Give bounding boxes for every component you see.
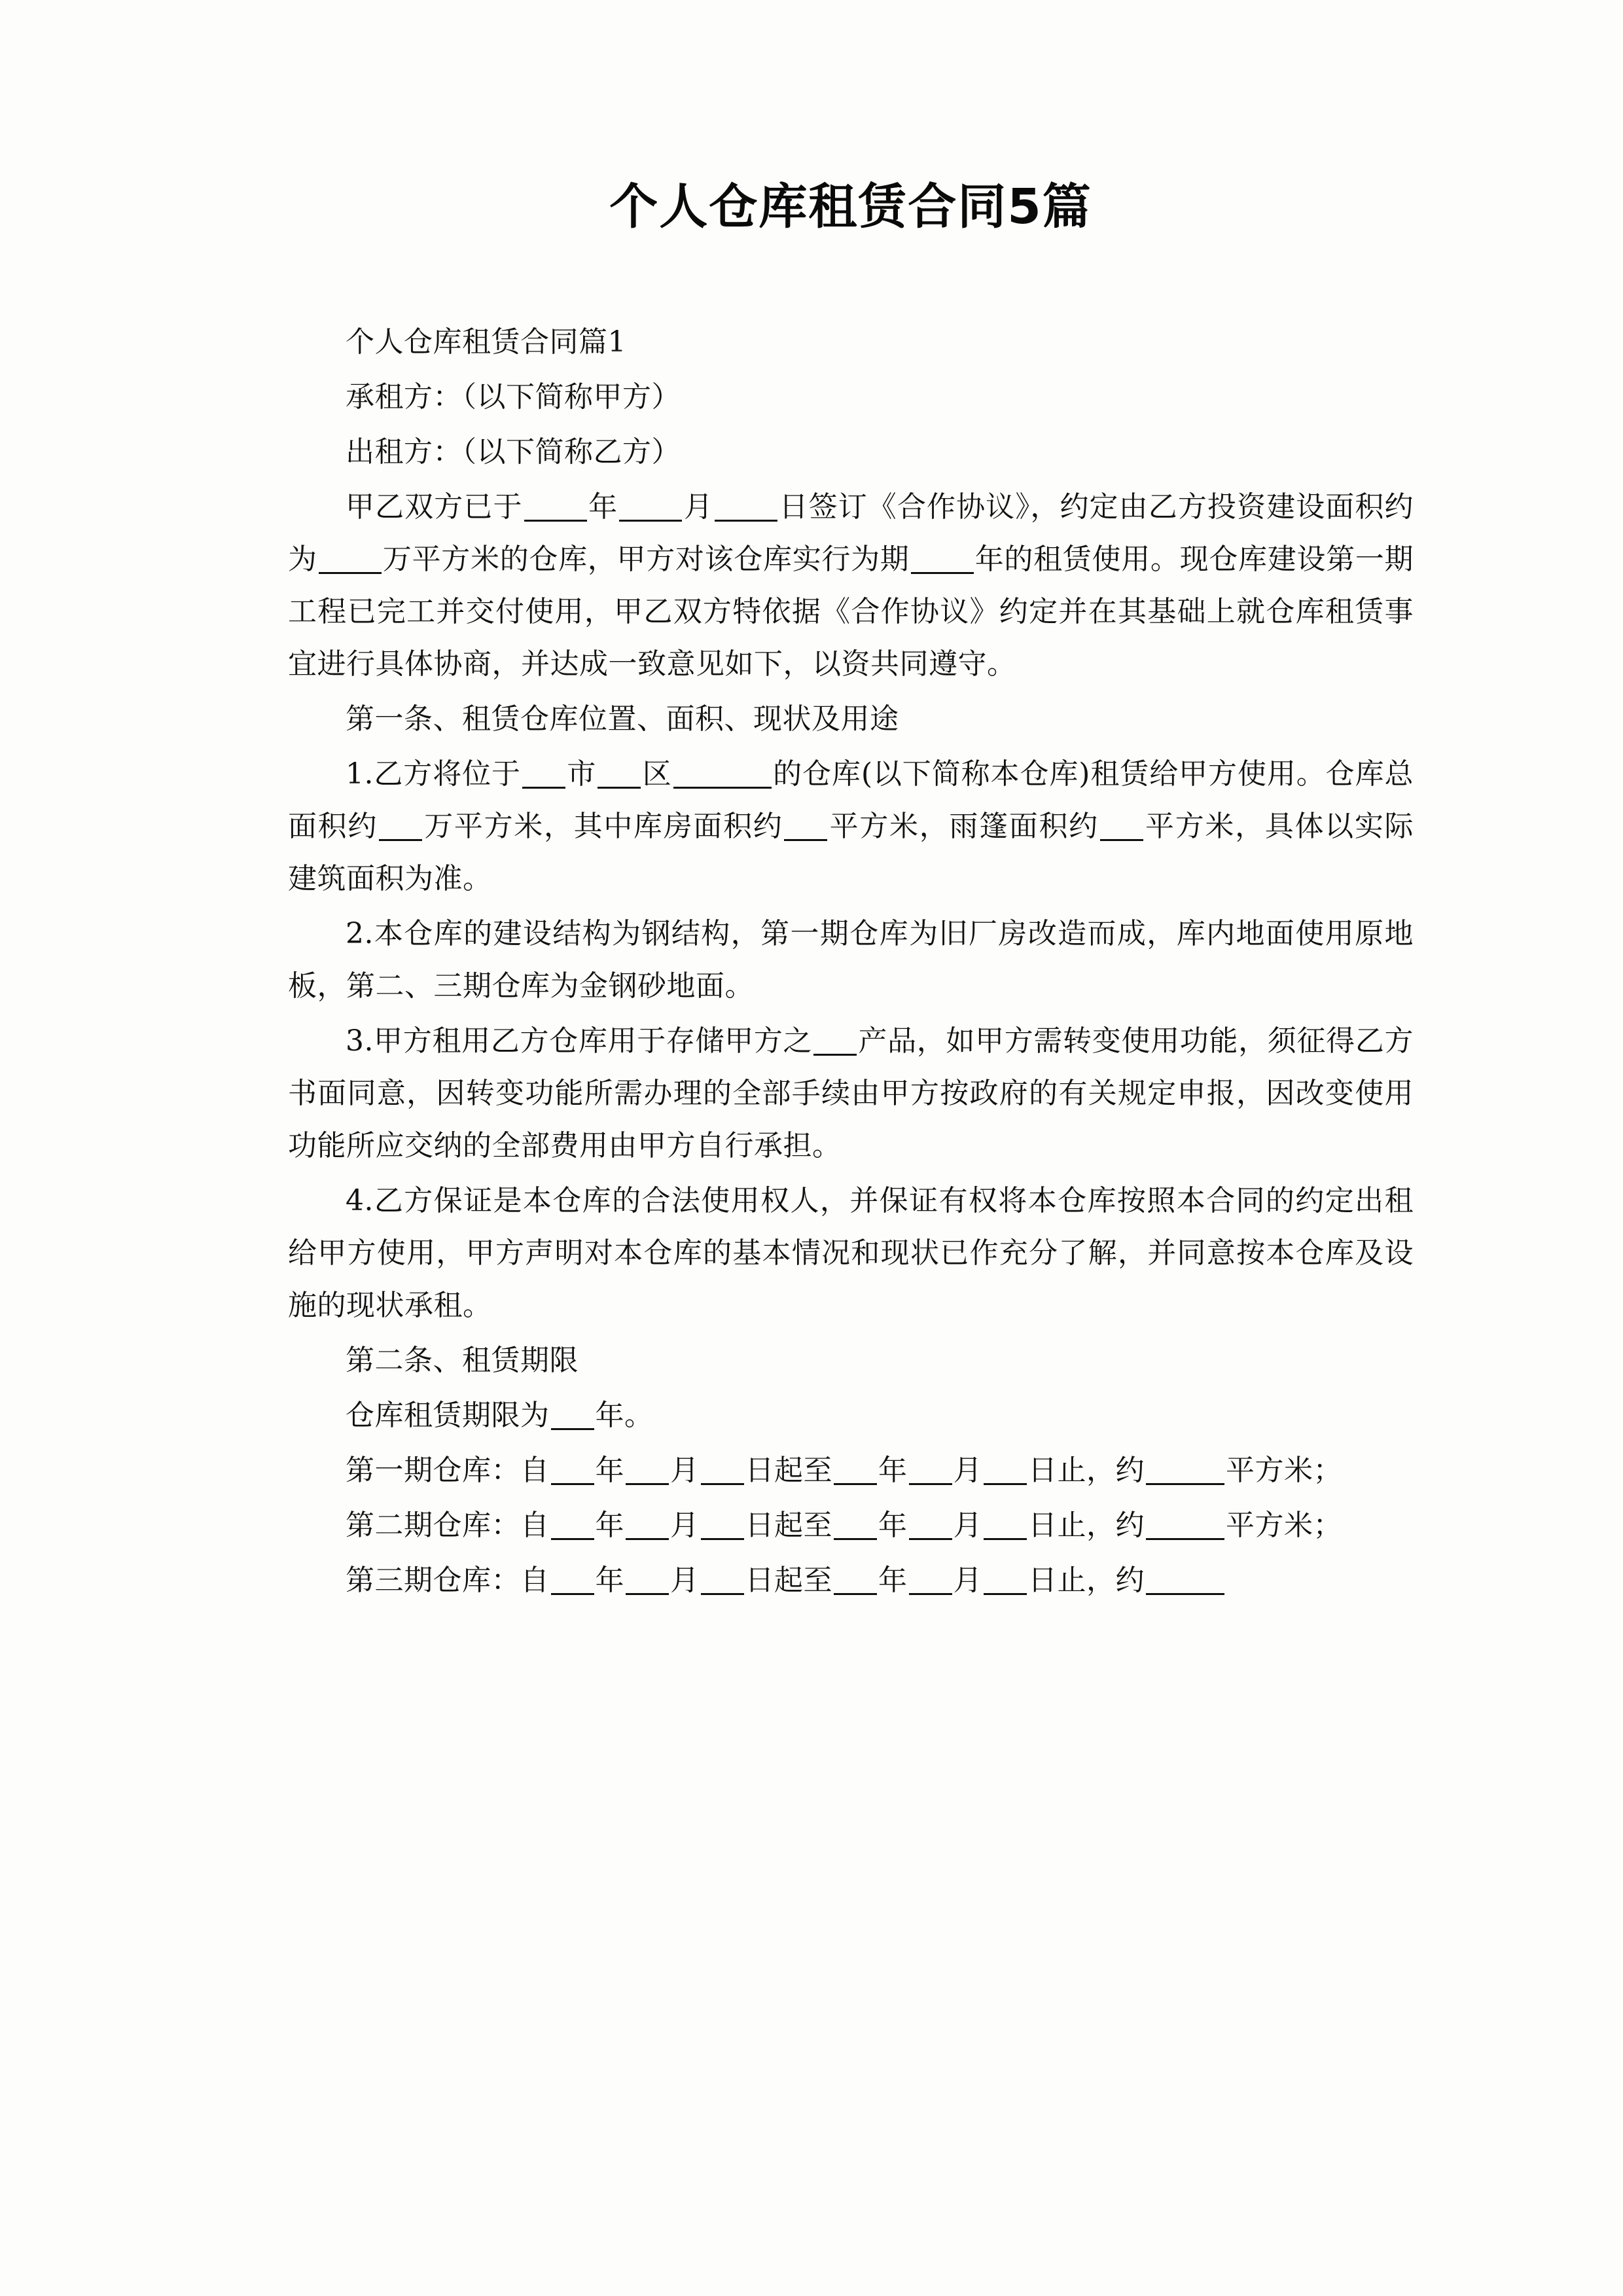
page-title: 个人仓库租赁合同5篇 xyxy=(609,179,1092,235)
phase3-year-2: 年 xyxy=(878,1563,908,1597)
phase3-label: 第三期仓库： xyxy=(346,1563,520,1597)
phase2-from: 自 xyxy=(520,1508,550,1542)
item1-text-a: 1.乙方将位于 xyxy=(346,757,521,791)
preamble-text-b: 年 xyxy=(588,490,618,524)
item1-text-e: 万平方米，其中库房面积约 xyxy=(423,809,783,843)
article-one-item-4: 4.乙方保证是本仓库的合法使用权人，并保证有权将本仓库按照本合同的约定出租给甲方使用，甲方声明对本仓库的基本情况和现状已作充分了解，并同意按本仓库及设施的现状承租。 xyxy=(288,1183,1414,1322)
item1-text-d: 的仓库(以下简称本仓库)租赁给甲方使用。仓库总面积约 xyxy=(288,757,1414,843)
preamble-text-e: 万平方米的仓库，甲方对该仓库实行为期 xyxy=(382,542,910,576)
lessor-line: 出租方：（以下简称乙方） xyxy=(346,435,681,469)
preamble-text-f: 年的租赁使用。现仓库建设第一期工程已完工并交付使用，甲乙双方特依据《合作协议》约定并在其基础上就仓库租赁事宜进行具体协商，并达成一致意见如下，以资共同遵守。 xyxy=(288,542,1414,681)
blank-p3-area[interactable] xyxy=(1146,1563,1224,1595)
lease-term-line xyxy=(288,1390,1414,1442)
blank-p2-start-day[interactable] xyxy=(701,1508,744,1540)
phase-3-line xyxy=(288,1554,1414,1607)
blank-p1-start-month[interactable] xyxy=(626,1453,669,1485)
phase3-month: 月 xyxy=(670,1563,700,1597)
article-one-item-3 xyxy=(288,1015,1414,1172)
item1-text-c: 区 xyxy=(642,757,672,791)
item1-text-b: 市 xyxy=(566,757,597,791)
blank-p2-end-month[interactable] xyxy=(909,1508,952,1540)
preamble-paragraph xyxy=(288,481,1414,691)
phase1-label: 第一期仓库： xyxy=(346,1453,520,1487)
article-two-heading: 第二条、租赁期限 xyxy=(346,1343,579,1377)
blank-district[interactable] xyxy=(597,757,641,789)
blank-sign-month[interactable] xyxy=(619,490,682,522)
blank-city[interactable] xyxy=(522,757,565,789)
blank-p2-end-day[interactable] xyxy=(984,1508,1027,1540)
blank-sign-year[interactable] xyxy=(524,490,587,522)
blank-p1-end-month[interactable] xyxy=(909,1453,952,1485)
blank-storehouse-area[interactable] xyxy=(784,809,827,841)
phase2-day-start: 日起至 xyxy=(745,1508,832,1542)
phase-1-line xyxy=(288,1444,1414,1497)
phase1-area-unit: 平方米； xyxy=(1226,1453,1342,1487)
blank-p1-end-year[interactable] xyxy=(834,1453,877,1485)
item1-text-g: 平方米，具体以实际建筑面积为准。 xyxy=(288,809,1414,895)
item3-text-b: 产品，如甲方需转变使用功能，须征得乙方书面同意，因转变功能所需办理的全部手续由甲方按政府的有关规定申报，因改变使用功能所应交纳的全部费用由甲方自行承担。 xyxy=(288,1024,1414,1162)
blank-p1-start-day[interactable] xyxy=(701,1453,744,1485)
phase1-year: 年 xyxy=(595,1453,624,1487)
blank-p2-area[interactable] xyxy=(1146,1508,1224,1540)
preamble-text-d: 日签订《合作协议》，约定由乙方投资建设面积约为 xyxy=(288,490,1414,576)
blank-address[interactable] xyxy=(673,757,772,789)
phase3-month-2: 月 xyxy=(953,1563,982,1597)
phase1-year-2: 年 xyxy=(878,1453,908,1487)
document-content xyxy=(288,157,1414,1609)
blank-p2-end-year[interactable] xyxy=(834,1508,877,1540)
lessee-line: 承租方：（以下简称甲方） xyxy=(346,380,681,414)
phase2-month-2: 月 xyxy=(953,1508,982,1542)
phase2-month: 月 xyxy=(670,1508,700,1542)
phase2-day-end: 日止，约 xyxy=(1028,1508,1145,1542)
phase2-year-2: 年 xyxy=(878,1508,908,1542)
phase1-day-start: 日起至 xyxy=(745,1453,832,1487)
blank-product-type[interactable] xyxy=(813,1024,857,1056)
phase1-from: 自 xyxy=(520,1453,550,1487)
blank-p3-start-month[interactable] xyxy=(626,1563,669,1595)
blank-p3-start-year[interactable] xyxy=(551,1563,594,1595)
preamble-text-c: 月 xyxy=(683,490,713,524)
lease-term-text-b: 年。 xyxy=(595,1398,654,1432)
blank-p1-end-day[interactable] xyxy=(984,1453,1027,1485)
blank-total-area[interactable] xyxy=(379,809,422,841)
phase2-label: 第二期仓库： xyxy=(346,1508,520,1542)
phase2-area-unit: 平方米； xyxy=(1226,1508,1342,1542)
phase1-month-2: 月 xyxy=(953,1453,982,1487)
blank-term-years[interactable] xyxy=(551,1398,594,1430)
item3-text-a: 3.甲方租用乙方仓库用于存储甲方之 xyxy=(346,1024,813,1058)
phase3-year: 年 xyxy=(595,1563,624,1597)
blank-p3-end-month[interactable] xyxy=(909,1563,952,1595)
lease-term-text-a: 仓库租赁期限为 xyxy=(346,1398,550,1432)
blank-build-area[interactable] xyxy=(319,542,382,574)
phase3-day-end: 日止，约 xyxy=(1028,1563,1145,1597)
phase3-from: 自 xyxy=(520,1563,550,1597)
blank-p1-area[interactable] xyxy=(1146,1453,1224,1485)
blank-p2-start-month[interactable] xyxy=(626,1508,669,1540)
phase3-day-start: 日起至 xyxy=(745,1563,832,1597)
article-one-item-2: 2.本仓库的建设结构为钢结构，第一期仓库为旧厂房改造而成，库内地面使用原地板，第二、三期仓库为金钢砂地面。 xyxy=(288,916,1414,1003)
blank-sign-day[interactable] xyxy=(715,490,777,522)
section-label: 个人仓库租赁合同篇1 xyxy=(346,325,626,359)
item1-text-f: 平方米，雨篷面积约 xyxy=(829,809,1099,843)
blank-p3-end-year[interactable] xyxy=(834,1563,877,1595)
phase1-month: 月 xyxy=(670,1453,700,1487)
blank-p3-end-day[interactable] xyxy=(984,1563,1027,1595)
blank-p2-start-year[interactable] xyxy=(551,1508,594,1540)
phase2-year: 年 xyxy=(595,1508,624,1542)
preamble-text-a: 甲乙双方已于 xyxy=(346,490,523,524)
blank-canopy-area[interactable] xyxy=(1100,809,1143,841)
phase1-day-end: 日止，约 xyxy=(1028,1453,1145,1487)
article-one-heading: 第一条、租赁仓库位置、面积、现状及用途 xyxy=(346,702,899,736)
article-one-item-1 xyxy=(288,748,1414,905)
blank-p3-start-day[interactable] xyxy=(701,1563,744,1595)
blank-p1-start-year[interactable] xyxy=(551,1453,594,1485)
phase-2-line xyxy=(288,1499,1414,1552)
blank-lease-years[interactable] xyxy=(911,542,974,574)
